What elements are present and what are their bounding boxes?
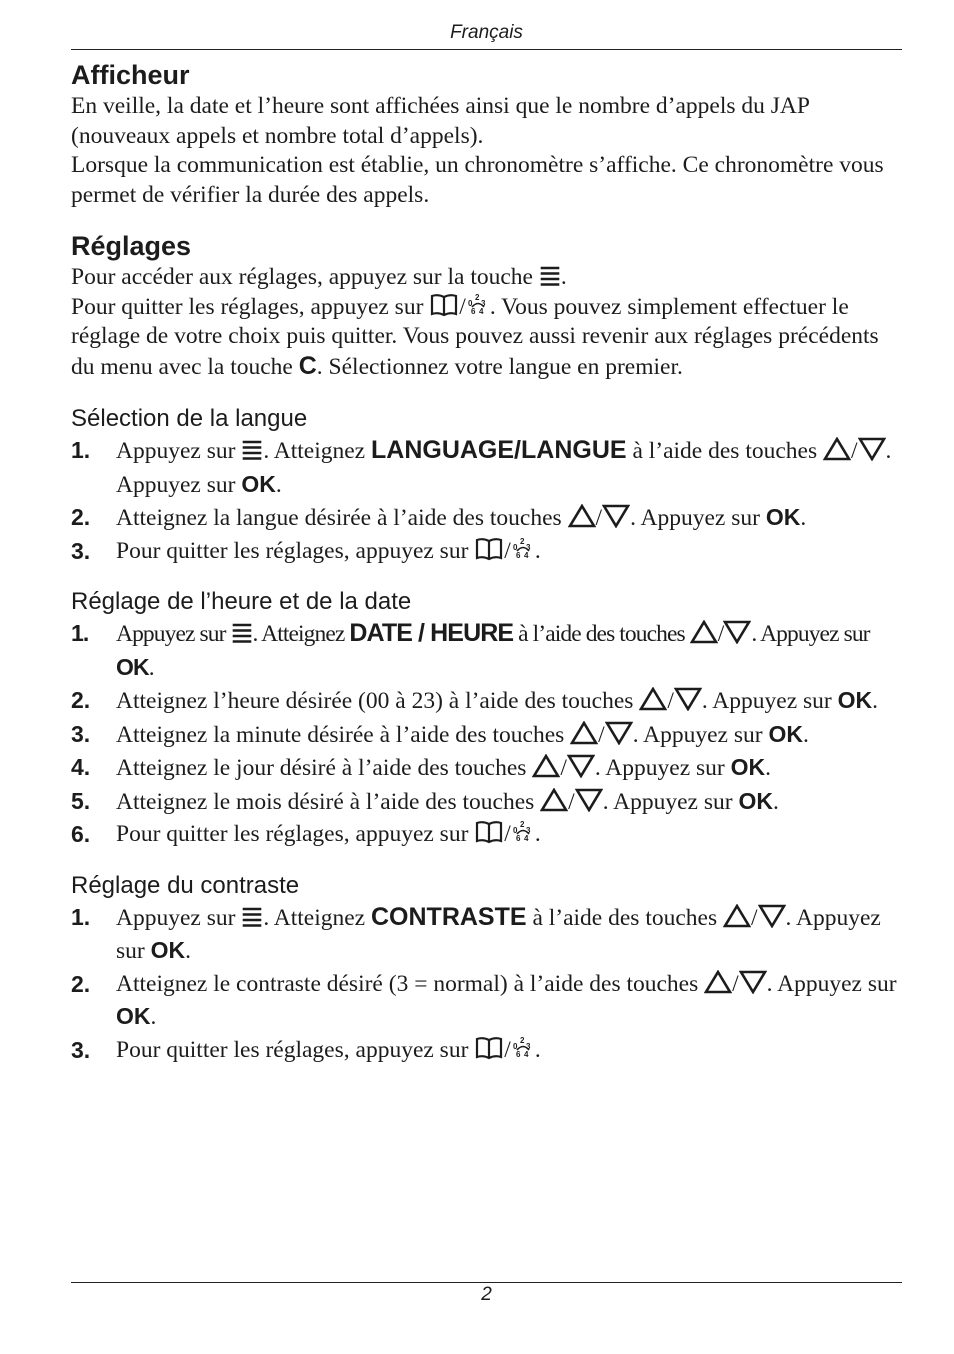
keyword: LANGUAGE/LANGUE	[371, 436, 627, 464]
svg-text:0: 0	[512, 1041, 518, 1051]
text: .	[148, 654, 154, 681]
svg-text:4: 4	[523, 834, 529, 843]
ok-key-label: OK	[837, 687, 873, 713]
text: à l’aide des touches	[513, 621, 690, 647]
text: . Appuyez sur	[701, 688, 838, 714]
text: . Vous pouvez simplement effectuer le réglage de votre choix puis quitter. Vous pouvez aussi revenir aux réglages précédents du menu avec la touche	[71, 293, 879, 380]
nav-keys	[540, 789, 603, 815]
up-arrow-icon	[823, 437, 851, 461]
ok-key-label: OK	[738, 787, 773, 814]
langue-steps	[71, 434, 903, 567]
page-number: 2	[481, 1284, 492, 1305]
ok-key-label: OK	[150, 937, 186, 963]
end-call-icon	[511, 1036, 535, 1060]
down-arrow-icon	[723, 620, 751, 644]
down-arrow-icon	[739, 970, 767, 994]
slash: /	[568, 788, 575, 815]
text: à l’aide des touches	[626, 438, 823, 464]
keyword: DATE / HEURE	[349, 619, 514, 647]
slash: /	[717, 621, 724, 647]
menu-icon	[241, 906, 263, 928]
exit-keys	[429, 294, 490, 320]
text: .	[802, 721, 809, 748]
up-arrow-icon	[570, 721, 598, 745]
text: .	[275, 471, 282, 498]
phonebook-icon	[474, 1036, 504, 1060]
afficheur-paragraph-2: Lorsque la communication est établie, un chronomètre s’affiche. Ce chronomètre vous permet de vérifier la durée des appels.	[71, 152, 884, 208]
text: Pour quitter les réglages, appuyez sur	[116, 1036, 475, 1063]
footer-rule	[71, 1282, 902, 1283]
reglages-line-2	[71, 293, 903, 383]
text: Atteignez le mois désiré à l’aide des touches	[116, 788, 541, 815]
text: Pour quitter les réglages, appuyez sur	[116, 821, 475, 847]
step-number: 4.	[71, 754, 91, 780]
step-number: 2.	[71, 970, 91, 997]
text: à l’aide des touches	[526, 904, 723, 931]
text: .	[872, 688, 878, 714]
down-arrow-icon	[758, 904, 786, 928]
up-arrow-icon	[639, 687, 667, 711]
slash: /	[560, 755, 567, 781]
text: . Appuyez sur	[630, 505, 766, 531]
nav-keys	[639, 688, 702, 714]
contraste-step-2	[71, 968, 903, 1034]
end-call-icon	[511, 537, 535, 561]
heure-step-3	[71, 718, 903, 752]
header-rule	[71, 49, 902, 50]
afficheur-title: Afficheur	[71, 60, 190, 90]
up-arrow-icon	[704, 970, 732, 994]
section-contraste	[71, 871, 903, 1067]
svg-text:0: 0	[512, 826, 518, 835]
text: .	[765, 755, 771, 781]
step-number: 1.	[71, 437, 91, 463]
menu-icon	[231, 622, 253, 644]
keyword: CONTRASTE	[371, 902, 527, 931]
slash: /	[750, 904, 758, 931]
down-arrow-icon	[858, 437, 886, 461]
slash: /	[850, 438, 858, 464]
end-call-icon	[511, 820, 535, 844]
exit-keys	[474, 538, 535, 564]
up-arrow-icon	[532, 754, 560, 778]
ok-key-label: OK	[730, 754, 766, 780]
svg-text:2: 2	[519, 1035, 525, 1045]
svg-text:4: 4	[523, 1049, 529, 1059]
svg-text:2: 2	[519, 536, 525, 546]
menu-icon	[539, 265, 561, 287]
heure-step-2	[71, 684, 903, 718]
text: . Appuyez sur	[116, 904, 881, 964]
text: Pour quitter les réglages, appuyez sur	[71, 293, 430, 320]
text: Atteignez la minute désirée à l’aide des touches	[116, 721, 571, 748]
nav-keys	[723, 905, 786, 931]
contraste-step-3	[71, 1034, 903, 1067]
text: .	[534, 537, 541, 564]
up-arrow-icon	[568, 504, 596, 528]
text: Appuyez sur	[116, 621, 231, 647]
up-arrow-icon	[723, 904, 751, 928]
contraste-title: Réglage du contraste	[71, 871, 300, 899]
phonebook-icon	[474, 537, 504, 561]
page-content	[71, 58, 903, 1066]
svg-text:6: 6	[515, 834, 521, 843]
nav-keys	[704, 971, 767, 997]
text: . Atteignez	[263, 904, 371, 931]
text: .	[534, 821, 541, 847]
down-arrow-icon	[605, 721, 633, 745]
heure-steps	[71, 617, 903, 851]
nav-keys	[568, 505, 631, 531]
slash: /	[504, 821, 511, 847]
nav-keys	[823, 438, 886, 464]
heure-title: Réglage de l’heure et de la date	[71, 588, 412, 615]
down-arrow-icon	[567, 754, 595, 778]
nav-keys	[570, 722, 633, 748]
langue-step-2	[71, 501, 903, 535]
exit-keys	[474, 821, 535, 847]
slash: /	[595, 505, 603, 531]
step-number: 3.	[71, 720, 91, 747]
text: . Atteignez	[263, 438, 371, 464]
up-arrow-icon	[540, 788, 568, 812]
svg-text:0: 0	[512, 542, 518, 552]
heure-step-5	[71, 785, 903, 819]
langue-title: Sélection de la langue	[71, 405, 308, 432]
ok-key-label: OK	[765, 504, 801, 530]
phonebook-icon	[474, 820, 504, 844]
slash: /	[598, 721, 605, 748]
section-langue	[71, 404, 903, 567]
text: .	[560, 264, 567, 290]
down-arrow-icon	[674, 687, 702, 711]
step-number: 6.	[71, 821, 91, 847]
ok-key-label: OK	[116, 1003, 151, 1029]
afficheur-paragraph-1: En veille, la date et l’heure sont affichées ainsi que le nombre d’appels du JAP (nouveaux appels et nombre total d’appels).	[71, 93, 810, 149]
slash: /	[504, 1036, 511, 1063]
menu-icon	[241, 439, 263, 461]
svg-text:2: 2	[519, 820, 525, 829]
svg-text:3: 3	[525, 1041, 531, 1051]
heure-step-1	[71, 617, 903, 684]
up-arrow-icon	[690, 620, 718, 644]
slash: /	[459, 293, 466, 320]
phonebook-icon	[429, 293, 459, 317]
c-key-label: C	[298, 351, 317, 380]
text: . Appuyez sur	[594, 755, 731, 781]
slash: /	[667, 688, 674, 714]
text: Atteignez la langue désirée à l’aide des touches	[116, 505, 568, 531]
slash: /	[504, 537, 511, 564]
svg-text:3: 3	[525, 542, 531, 552]
svg-text:0: 0	[467, 298, 473, 308]
step-number: 1.	[71, 620, 89, 646]
exit-keys	[474, 1037, 535, 1063]
nav-keys	[690, 621, 752, 647]
reglages-title: Réglages	[71, 231, 192, 261]
text: Atteignez le jour désiré à l’aide des touches	[116, 755, 533, 781]
slash: /	[732, 970, 739, 997]
step-number: 3.	[71, 537, 91, 564]
svg-text:3: 3	[480, 298, 486, 308]
text: Atteignez l’heure désirée (00 à 23) à l’aide des touches	[116, 688, 640, 714]
text: . Atteignez	[252, 621, 350, 647]
svg-text:4: 4	[478, 306, 484, 316]
langue-step-1	[71, 434, 903, 501]
text: Pour accéder aux réglages, appuyez sur la touche	[71, 264, 539, 290]
text: Atteignez le contraste désiré (3 = normal) à l’aide des touches	[116, 970, 705, 997]
step-number: 1.	[71, 903, 91, 930]
down-arrow-icon	[602, 504, 630, 528]
nav-keys	[532, 755, 595, 781]
header-language: Français	[450, 22, 523, 43]
text: Appuyez sur	[116, 904, 242, 931]
step-number: 2.	[71, 504, 91, 530]
svg-text:2: 2	[474, 292, 480, 302]
text: .	[534, 1036, 541, 1063]
svg-text:6: 6	[515, 1049, 521, 1059]
text: . Appuyez sur	[751, 621, 870, 647]
text: . Appuyez sur	[632, 721, 769, 748]
heure-step-4	[71, 751, 903, 785]
step-number: 3.	[71, 1036, 91, 1063]
ok-key-label: OK	[116, 653, 149, 680]
text: . Sélectionnez votre langue en premier.	[316, 353, 683, 380]
end-call-icon	[466, 293, 490, 317]
ok-key-label: OK	[241, 470, 276, 497]
contraste-step-1	[71, 901, 903, 968]
contraste-steps	[71, 901, 903, 1067]
text: .	[185, 938, 191, 964]
heure-step-6	[71, 818, 903, 851]
text: . Appuyez sur	[766, 970, 897, 997]
text: .	[800, 505, 807, 531]
text: .	[150, 1004, 157, 1030]
svg-text:6: 6	[515, 550, 521, 560]
reglages-line-1	[71, 263, 903, 293]
langue-step-3	[71, 535, 903, 568]
down-arrow-icon	[575, 788, 603, 812]
text: Pour quitter les réglages, appuyez sur	[116, 537, 475, 564]
section-reglages	[71, 229, 903, 382]
step-number: 5.	[71, 787, 91, 814]
text: .	[772, 788, 779, 815]
text: . Appuyez sur	[116, 438, 892, 498]
svg-text:4: 4	[523, 550, 529, 560]
svg-text:6: 6	[470, 306, 476, 316]
text: Appuyez sur	[116, 438, 242, 464]
ok-key-label: OK	[768, 720, 803, 747]
step-number: 2.	[71, 687, 91, 713]
svg-text:3: 3	[525, 826, 531, 835]
section-afficheur	[71, 58, 903, 210]
text: . Appuyez sur	[602, 788, 739, 815]
section-heure-date	[71, 587, 903, 851]
